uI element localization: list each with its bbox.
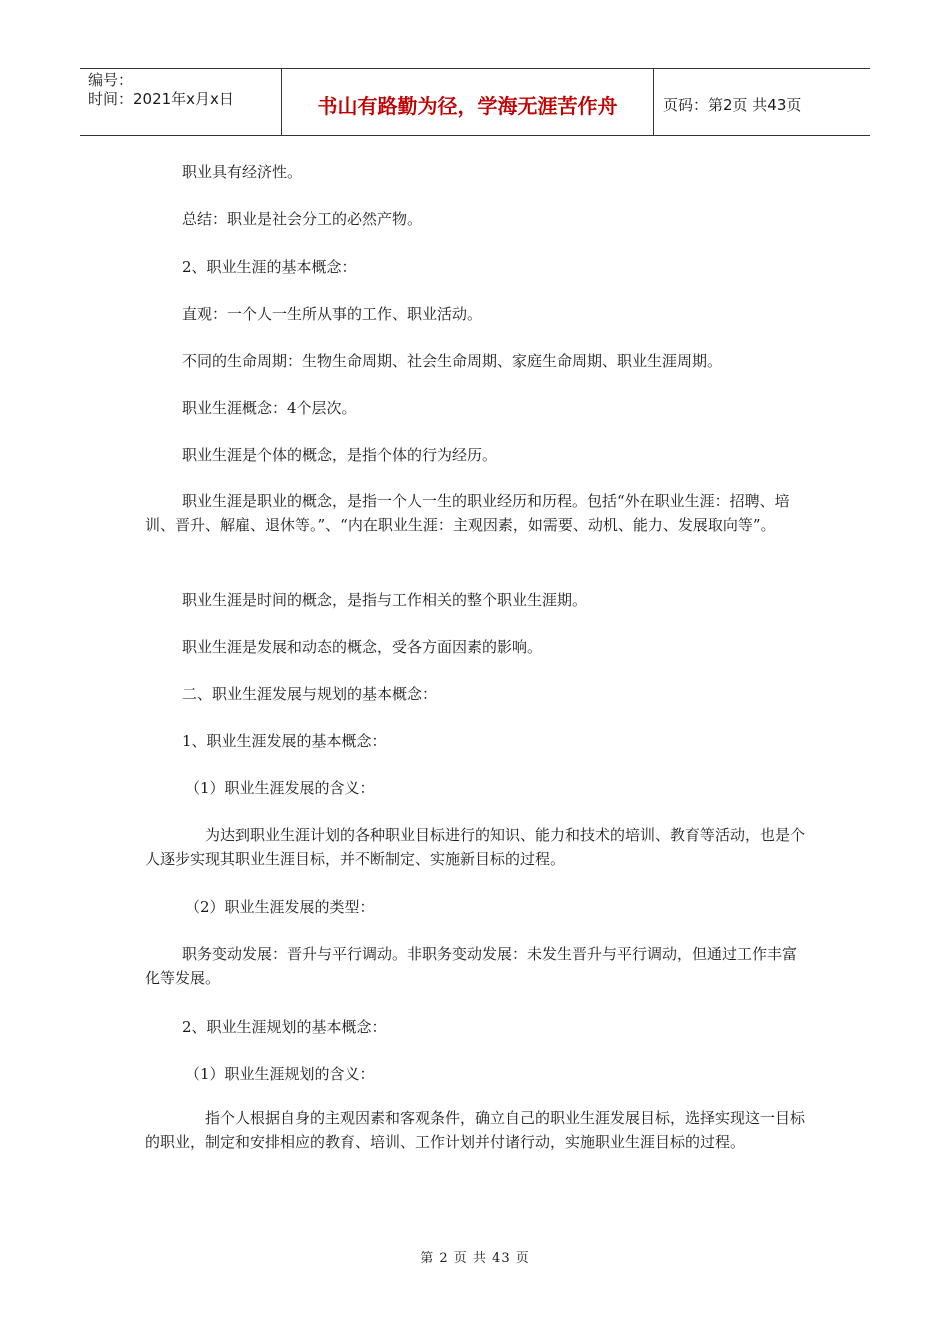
paragraph: 指个人根据自身的主观因素和客观条件，确立自己的职业生涯发展目标，选择实现这一目标的职业，制定和安排相应的教育、培训、工作计划并付诸行动，实施职业生涯目标的过程。 xyxy=(145,1109,806,1151)
paragraph: 直观：一个人一生所从事的工作、职业活动。 xyxy=(182,305,483,323)
section-heading: 1、职业生涯发展的基本概念： xyxy=(182,732,387,750)
paragraph: 职业生涯概念：4个层次。 xyxy=(182,399,357,417)
section-heading: 2、职业生涯的基本概念： xyxy=(182,258,357,276)
paragraph: 职业具有经济性。 xyxy=(182,163,303,181)
section-heading: 二、职业生涯发展与规划的基本概念： xyxy=(182,685,438,703)
paragraph: 职业生涯是职业的概念，是指一个人一生的职业经历和历程。包括“外在职业生涯：招聘、培训、晋升、解雇、退休等。”、“内在职业生涯：主观因素，如需要、动机、能力、发展取向等”。 xyxy=(145,492,790,534)
paragraph: 总结：职业是社会分工的必然产物。 xyxy=(182,210,423,228)
paragraph: 职业生涯是时间的概念，是指与工作相关的整个职业生涯期。 xyxy=(182,591,588,609)
section-heading: 2、职业生涯规划的基本概念： xyxy=(182,1018,387,1036)
page-header xyxy=(80,68,870,136)
paragraph: 职业生涯是发展和动态的概念，受各方面因素的影响。 xyxy=(182,638,543,656)
header-motto: 书山有路勤为径，学海无涯苦作舟 xyxy=(282,69,654,135)
subsection-heading: （2）职业生涯发展的类型： xyxy=(185,898,375,916)
header-page-info: 页码：第2页 共43页 xyxy=(663,95,802,114)
paragraph: 职业生涯是个体的概念，是指个体的行为经历。 xyxy=(182,446,498,464)
header-number-label: 编号： xyxy=(88,71,134,89)
subsection-heading: （1）职业生涯规划的含义： xyxy=(185,1065,375,1083)
subsection-heading: （1）职业生涯发展的含义： xyxy=(185,779,375,797)
page-footer: 第 2 页 共 43 页 xyxy=(420,1251,530,1266)
paragraph: 为达到职业生涯计划的各种职业目标进行的知识、能力和技术的培训、教育等活动，也是个人逐步实现其职业生涯目标，并不断制定、实施新目标的过程。 xyxy=(145,826,806,868)
paragraph: 职务变动发展：晋升与平行调动。非职务变动发展：未发生晋升与平行调动，但通过工作丰富化等发展。 xyxy=(145,945,798,987)
header-meta xyxy=(80,69,282,135)
header-time-label: 时间：2021年x月x日 xyxy=(88,90,234,108)
paragraph: 不同的生命周期：生物生命周期、社会生命周期、家庭生命周期、职业生涯周期。 xyxy=(182,352,723,370)
